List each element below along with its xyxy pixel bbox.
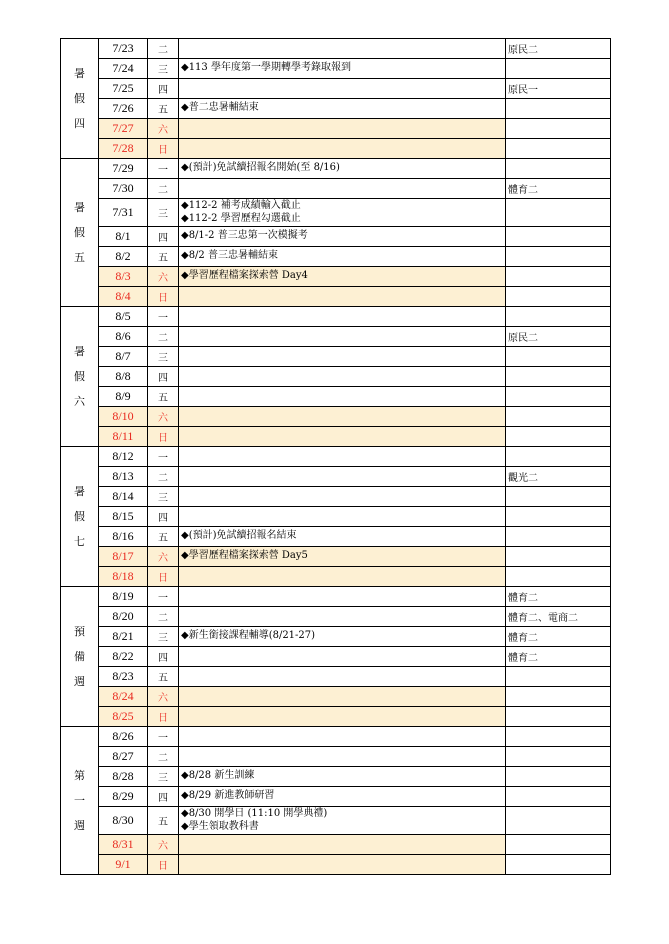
date-cell: 8/26: [99, 727, 148, 747]
week-label-char: 五: [74, 251, 85, 264]
date-cell: 8/12: [99, 447, 148, 467]
date-cell: 8/17: [99, 547, 148, 567]
note-cell: [506, 267, 611, 287]
date-cell: 8/19: [99, 587, 148, 607]
weekday-cell: 二: [148, 607, 179, 627]
note-cell: [506, 807, 611, 835]
calendar-row: [61, 59, 611, 79]
note-cell: [506, 447, 611, 467]
event-cell: [179, 79, 506, 99]
calendar-row: [61, 39, 611, 59]
calendar-row: [61, 647, 611, 667]
date-cell: 8/9: [99, 387, 148, 407]
date-cell: 7/31: [99, 199, 148, 227]
weekday-cell: 一: [148, 159, 179, 179]
event-cell: [179, 835, 506, 855]
date-cell: 8/2: [99, 247, 148, 267]
weekday-cell: 三: [148, 199, 179, 227]
event-cell: [179, 247, 506, 267]
event-cell: [179, 607, 506, 627]
event-item: ◆學習歷程檔案探索營 Day5: [181, 550, 308, 562]
week-label-char: 一: [74, 794, 85, 807]
date-cell: 8/3: [99, 267, 148, 287]
week-label-char: 週: [74, 675, 85, 688]
week-label: [61, 159, 99, 307]
event-cell: [179, 267, 506, 287]
date-cell: 8/30: [99, 807, 148, 835]
calendar-row: [61, 139, 611, 159]
note-cell: [506, 855, 611, 875]
date-cell: 8/21: [99, 627, 148, 647]
event-cell: [179, 59, 506, 79]
date-cell: 7/28: [99, 139, 148, 159]
note-cell: 體育二: [506, 179, 611, 199]
calendar-row: [61, 607, 611, 627]
event-item: ◆新生銜接課程輔導(8/21-27): [181, 630, 316, 642]
calendar-row: [61, 707, 611, 727]
date-cell: 8/1: [99, 227, 148, 247]
note-cell: [506, 787, 611, 807]
event-cell: [179, 227, 506, 247]
event-cell: [179, 387, 506, 407]
date-cell: 8/18: [99, 567, 148, 587]
weekday-cell: 二: [148, 39, 179, 59]
date-cell: 8/24: [99, 687, 148, 707]
event-cell: [179, 727, 506, 747]
event-cell: [179, 667, 506, 687]
event-item: ◆(預計)免試續招報名開始(至 8/16): [181, 162, 340, 174]
calendar-row: [61, 99, 611, 119]
event-cell: [179, 547, 506, 567]
week-label-char: 暑: [74, 201, 85, 214]
weekday-cell: 四: [148, 79, 179, 99]
event-item: ◆8/28 新生訓練: [181, 770, 255, 782]
weekday-cell: 四: [148, 507, 179, 527]
weekday-cell: 六: [148, 547, 179, 567]
event-cell: [179, 327, 506, 347]
weekday-cell: 三: [148, 347, 179, 367]
weekday-cell: 四: [148, 647, 179, 667]
event-cell: [179, 767, 506, 787]
date-cell: 8/28: [99, 767, 148, 787]
note-cell: [506, 747, 611, 767]
calendar-row: [61, 487, 611, 507]
note-cell: [506, 367, 611, 387]
event-cell: [179, 39, 506, 59]
note-cell: [506, 307, 611, 327]
note-cell: [506, 487, 611, 507]
note-cell: 體育二: [506, 587, 611, 607]
week-label: [61, 39, 99, 159]
date-cell: 8/7: [99, 347, 148, 367]
calendar-row: [61, 427, 611, 447]
weekday-cell: 日: [148, 139, 179, 159]
week-label-char: 假: [74, 92, 85, 105]
note-cell: [506, 139, 611, 159]
date-cell: 7/24: [99, 59, 148, 79]
calendar-row: [61, 287, 611, 307]
date-cell: 8/5: [99, 307, 148, 327]
event-item: ◆113 學年度第一學期轉學考錄取報到: [181, 62, 351, 74]
weekday-cell: 一: [148, 307, 179, 327]
note-cell: 原民二: [506, 39, 611, 59]
weekday-cell: 日: [148, 287, 179, 307]
event-cell: [179, 287, 506, 307]
event-cell: [179, 787, 506, 807]
event-cell: [179, 687, 506, 707]
weekday-cell: 六: [148, 267, 179, 287]
date-cell: 8/16: [99, 527, 148, 547]
note-cell: 體育二、電商二: [506, 607, 611, 627]
calendar-table: [60, 38, 611, 875]
date-cell: 9/1: [99, 855, 148, 875]
week-label-char: 第: [74, 769, 85, 782]
note-cell: [506, 527, 611, 547]
date-cell: 8/25: [99, 707, 148, 727]
event-cell: [179, 307, 506, 327]
weekday-cell: 日: [148, 855, 179, 875]
calendar-row: [61, 247, 611, 267]
week-label-char: 七: [74, 535, 85, 548]
event-item: ◆普二忠暑輔結束: [181, 102, 259, 114]
calendar-row: [61, 79, 611, 99]
calendar-row: [61, 687, 611, 707]
date-cell: 7/26: [99, 99, 148, 119]
weekday-cell: 二: [148, 327, 179, 347]
calendar-row: [61, 627, 611, 647]
weekday-cell: 二: [148, 747, 179, 767]
weekday-cell: 四: [148, 787, 179, 807]
week-label: [61, 587, 99, 727]
date-cell: 8/23: [99, 667, 148, 687]
calendar-row: [61, 387, 611, 407]
calendar-row: [61, 855, 611, 875]
week-label-char: 暑: [74, 345, 85, 358]
event-item: ◆112-2 學習歷程勾選截止: [181, 212, 301, 224]
calendar-row: [61, 747, 611, 767]
calendar-row: [61, 347, 611, 367]
event-cell: [179, 647, 506, 667]
week-label-char: 備: [74, 650, 85, 663]
weekday-cell: 三: [148, 767, 179, 787]
week-label-char: 預: [74, 625, 85, 638]
note-cell: 體育二: [506, 627, 611, 647]
weekday-cell: 六: [148, 687, 179, 707]
calendar-row: [61, 179, 611, 199]
week-label: [61, 307, 99, 447]
event-cell: [179, 427, 506, 447]
calendar-row: [61, 727, 611, 747]
calendar-row: [61, 507, 611, 527]
date-cell: 8/10: [99, 407, 148, 427]
event-cell: [179, 527, 506, 547]
calendar-row: [61, 835, 611, 855]
weekday-cell: 五: [148, 387, 179, 407]
event-item: ◆學生領取教科書: [181, 820, 259, 832]
calendar-row: [61, 159, 611, 179]
event-cell: [179, 367, 506, 387]
event-cell: [179, 627, 506, 647]
weekday-cell: 六: [148, 119, 179, 139]
weekday-cell: 日: [148, 427, 179, 447]
weekday-cell: 一: [148, 727, 179, 747]
date-cell: 8/4: [99, 287, 148, 307]
week-label-char: 週: [74, 819, 85, 832]
note-cell: [506, 287, 611, 307]
note-cell: [506, 835, 611, 855]
weekday-cell: 四: [148, 367, 179, 387]
weekday-cell: 五: [148, 807, 179, 835]
date-cell: 8/8: [99, 367, 148, 387]
weekday-cell: 五: [148, 99, 179, 119]
date-cell: 7/27: [99, 119, 148, 139]
week-label-char: 假: [74, 226, 85, 239]
week-label-char: 暑: [74, 67, 85, 80]
school-calendar: [60, 38, 610, 875]
event-cell: [179, 347, 506, 367]
week-label-char: 六: [74, 395, 85, 408]
event-item: ◆8/2 普三忠暑輔結束: [181, 250, 278, 262]
weekday-cell: 日: [148, 567, 179, 587]
note-cell: [506, 567, 611, 587]
weekday-cell: 二: [148, 467, 179, 487]
weekday-cell: 五: [148, 527, 179, 547]
date-cell: 8/14: [99, 487, 148, 507]
event-cell: [179, 587, 506, 607]
date-cell: 8/31: [99, 835, 148, 855]
calendar-row: [61, 807, 611, 835]
note-cell: [506, 427, 611, 447]
date-cell: 8/13: [99, 467, 148, 487]
event-cell: [179, 407, 506, 427]
calendar-row: [61, 119, 611, 139]
calendar-row: [61, 767, 611, 787]
weekday-cell: 日: [148, 707, 179, 727]
note-cell: [506, 99, 611, 119]
note-cell: [506, 227, 611, 247]
date-cell: 8/11: [99, 427, 148, 447]
event-cell: [179, 159, 506, 179]
note-cell: [506, 507, 611, 527]
note-cell: [506, 119, 611, 139]
event-cell: [179, 855, 506, 875]
event-cell: [179, 467, 506, 487]
event-cell: [179, 447, 506, 467]
note-cell: [506, 387, 611, 407]
week-label: [61, 447, 99, 587]
calendar-row: [61, 667, 611, 687]
event-cell: [179, 179, 506, 199]
date-cell: 8/29: [99, 787, 148, 807]
week-label-char: 暑: [74, 485, 85, 498]
note-cell: [506, 727, 611, 747]
calendar-row: [61, 447, 611, 467]
calendar-row: [61, 587, 611, 607]
week-label-char: 四: [74, 117, 85, 130]
date-cell: 7/25: [99, 79, 148, 99]
calendar-row: [61, 547, 611, 567]
note-cell: 原民一: [506, 79, 611, 99]
date-cell: 8/6: [99, 327, 148, 347]
event-item: ◆8/30 開學日 (11:10 開學典禮): [181, 808, 328, 819]
weekday-cell: 四: [148, 227, 179, 247]
date-cell: 8/15: [99, 507, 148, 527]
note-cell: 原民二: [506, 327, 611, 347]
calendar-row: [61, 407, 611, 427]
weekday-cell: 三: [148, 487, 179, 507]
note-cell: [506, 547, 611, 567]
event-item: ◆8/29 新進教師研習: [181, 790, 275, 802]
calendar-row: [61, 527, 611, 547]
date-cell: 8/20: [99, 607, 148, 627]
note-cell: [506, 159, 611, 179]
event-cell: [179, 567, 506, 587]
event-item: ◆學習歷程檔案探索營 Day4: [181, 270, 308, 282]
calendar-row: [61, 787, 611, 807]
weekday-cell: 六: [148, 835, 179, 855]
note-cell: [506, 347, 611, 367]
weekday-cell: 六: [148, 407, 179, 427]
note-cell: [506, 667, 611, 687]
event-cell: [179, 139, 506, 159]
event-cell: [179, 119, 506, 139]
calendar-row: [61, 467, 611, 487]
event-cell: [179, 507, 506, 527]
event-item: ◆112-2 補考成績輸入截止: [181, 200, 301, 211]
event-item: ◆(預計)免試續招報名結束: [181, 530, 297, 542]
note-cell: 體育二: [506, 647, 611, 667]
week-label-char: 假: [74, 370, 85, 383]
event-item: ◆8/1-2 普三忠第一次模擬考: [181, 230, 308, 242]
weekday-cell: 三: [148, 59, 179, 79]
note-cell: [506, 199, 611, 227]
calendar-row: [61, 199, 611, 227]
note-cell: [506, 687, 611, 707]
date-cell: 7/23: [99, 39, 148, 59]
date-cell: 8/22: [99, 647, 148, 667]
event-cell: [179, 487, 506, 507]
weekday-cell: 一: [148, 587, 179, 607]
event-cell: [179, 747, 506, 767]
event-cell: [179, 707, 506, 727]
calendar-row: [61, 567, 611, 587]
note-cell: [506, 59, 611, 79]
note-cell: [506, 767, 611, 787]
event-cell: [179, 99, 506, 119]
calendar-row: [61, 267, 611, 287]
weekday-cell: 五: [148, 667, 179, 687]
note-cell: 觀光二: [506, 467, 611, 487]
calendar-row: [61, 307, 611, 327]
weekday-cell: 三: [148, 627, 179, 647]
note-cell: [506, 407, 611, 427]
date-cell: 8/27: [99, 747, 148, 767]
calendar-row: [61, 327, 611, 347]
calendar-row: [61, 227, 611, 247]
week-label: [61, 727, 99, 875]
weekday-cell: 一: [148, 447, 179, 467]
date-cell: 7/29: [99, 159, 148, 179]
calendar-row: [61, 367, 611, 387]
note-cell: [506, 707, 611, 727]
weekday-cell: 五: [148, 247, 179, 267]
note-cell: [506, 247, 611, 267]
event-cell: [179, 807, 506, 835]
date-cell: 7/30: [99, 179, 148, 199]
week-label-char: 假: [74, 510, 85, 523]
weekday-cell: 二: [148, 179, 179, 199]
event-cell: [179, 199, 506, 227]
